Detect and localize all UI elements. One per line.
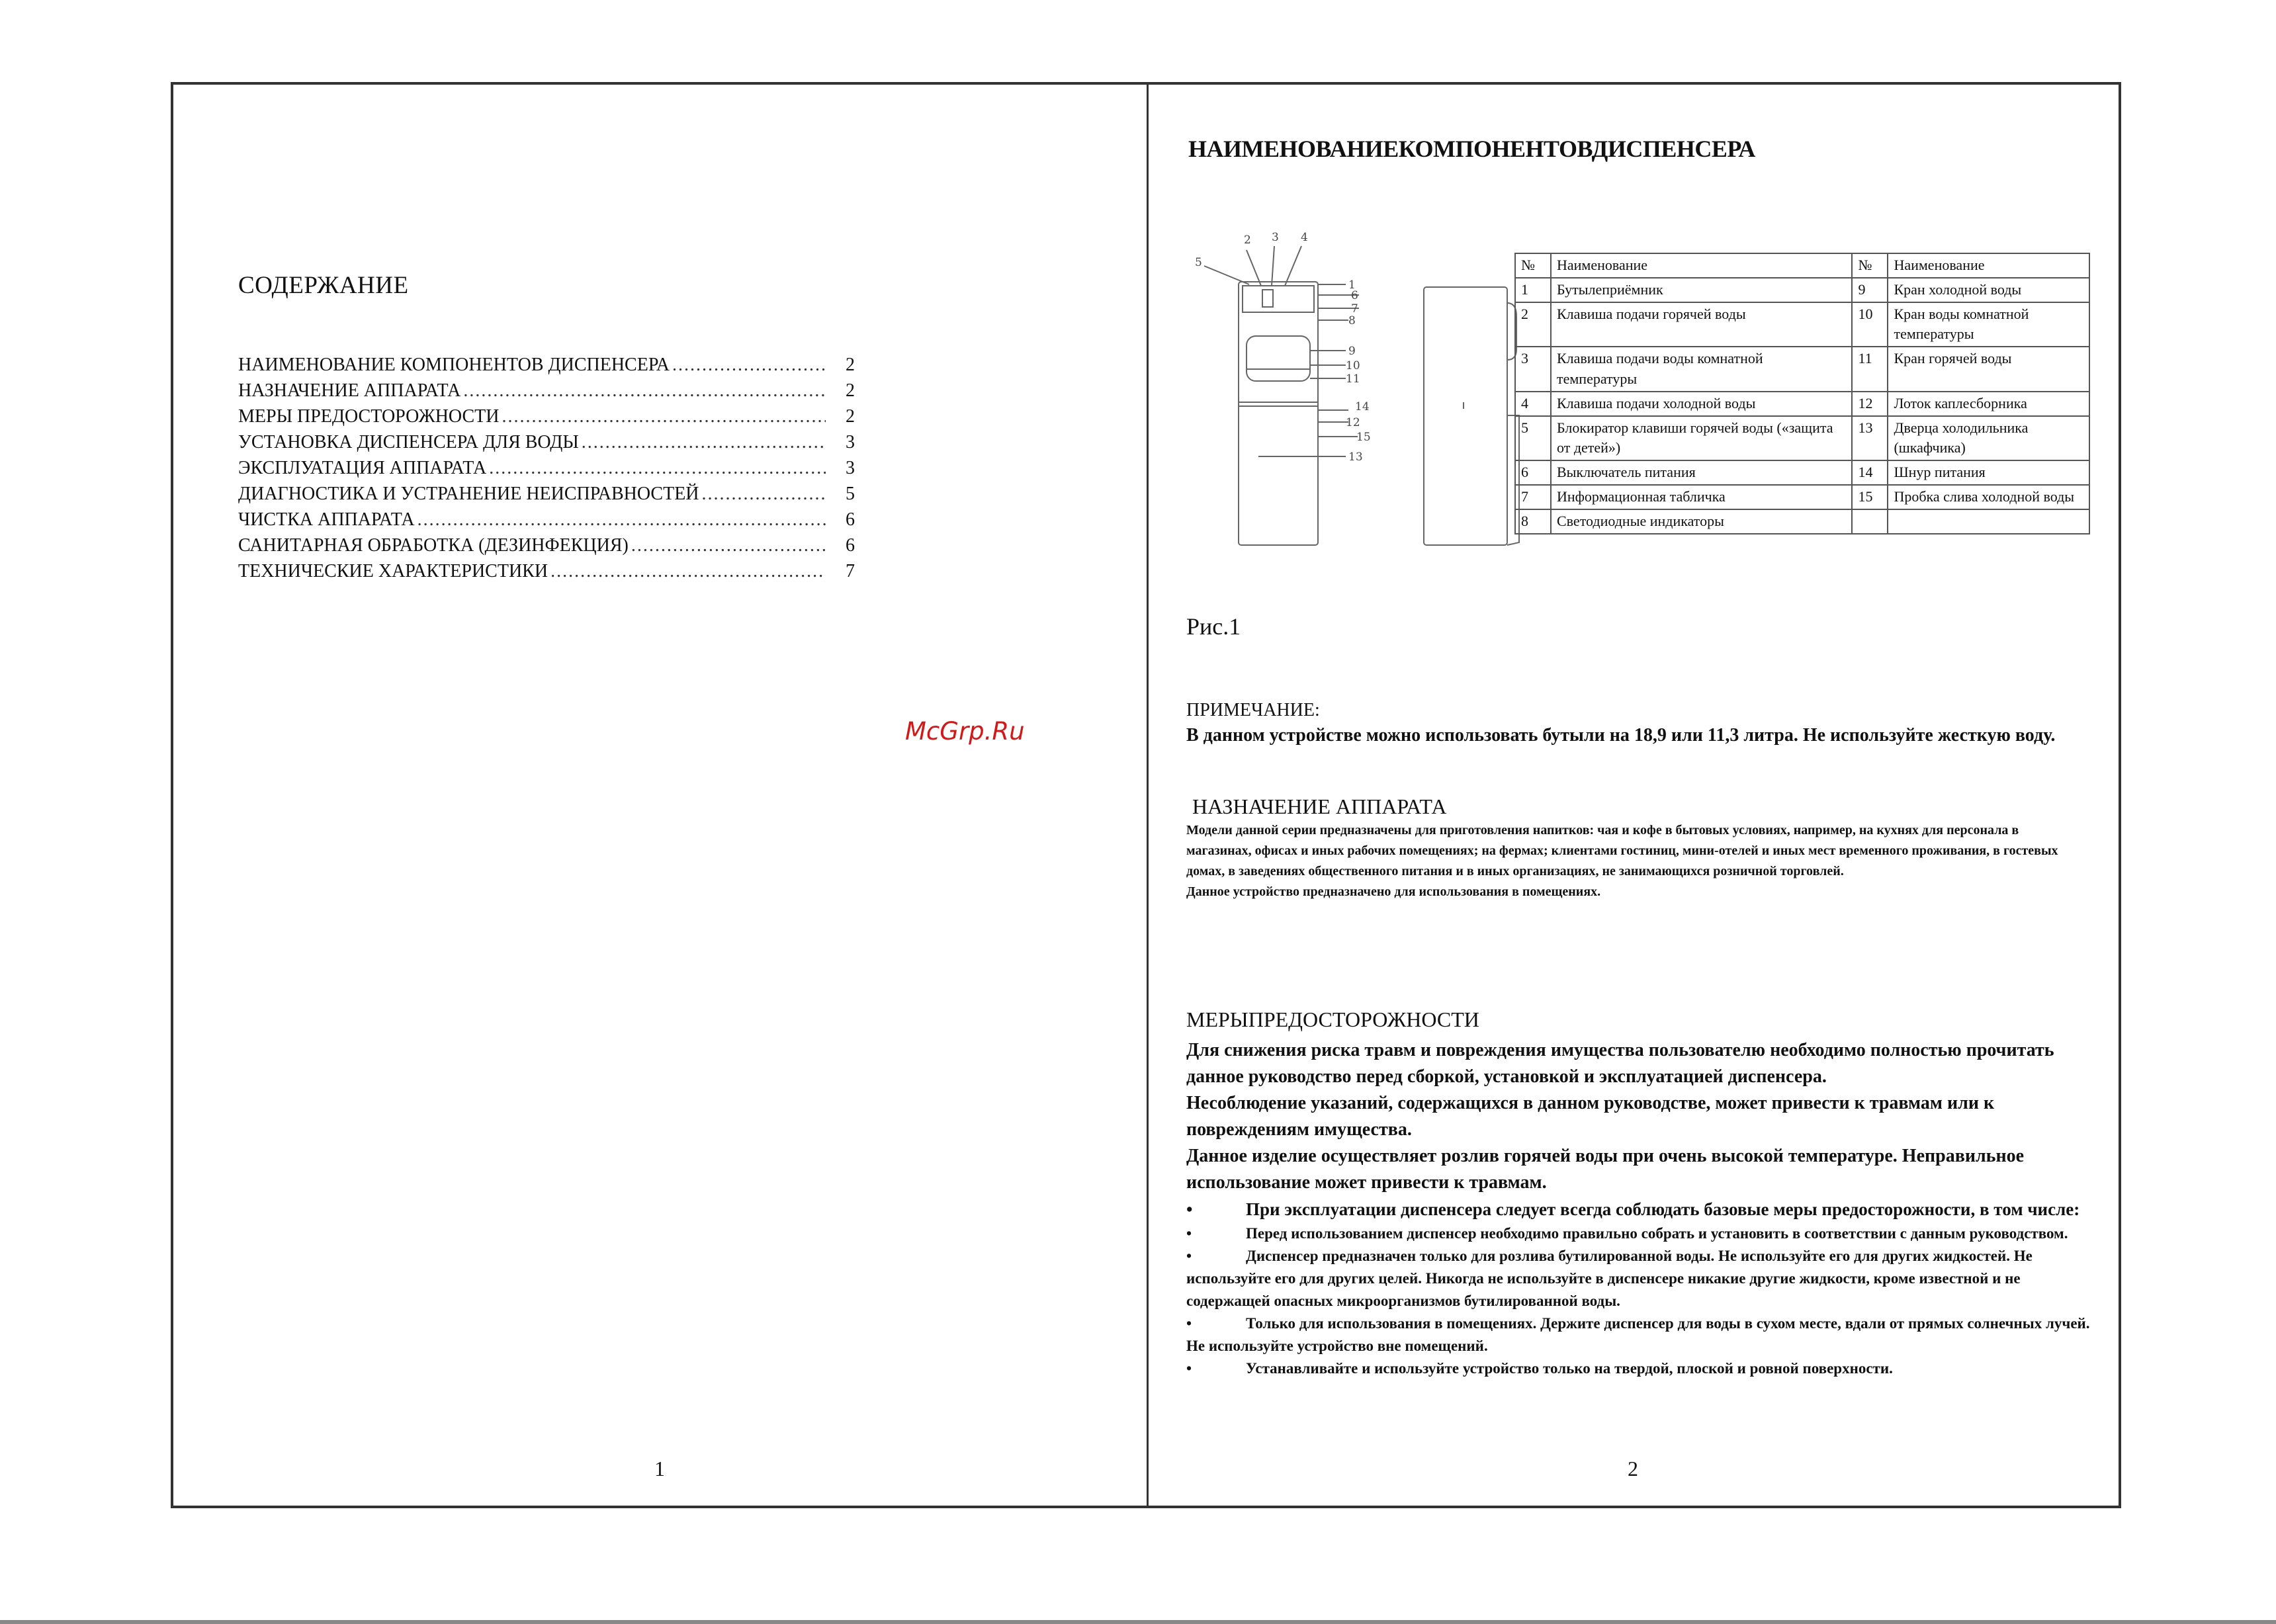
toc-entry[interactable] xyxy=(238,458,855,484)
toc-entry[interactable] xyxy=(238,561,855,587)
toc-entry[interactable] xyxy=(238,406,855,432)
safety-bullet xyxy=(1186,1312,2099,1357)
toc-entry-page: 3 xyxy=(846,458,855,478)
safety-bullet xyxy=(1186,1357,2099,1380)
table-cell: 3 xyxy=(1515,347,1551,392)
table-cell: 1 xyxy=(1515,278,1551,302)
table-cell: Шнур питания xyxy=(1888,460,2089,485)
table-cell: Информационная табличка xyxy=(1551,485,1852,509)
figure-label: 1 xyxy=(1348,278,1356,292)
table-cell: Лоток каплесборника xyxy=(1888,392,2089,416)
page-number-left: 1 xyxy=(654,1457,665,1480)
toc-leader xyxy=(582,432,826,453)
toc-entry-title: ЧИСТКА АППАРАТА xyxy=(238,509,415,530)
safety-paragraph: Для снижения риска травм и повреждения имущества пользователю необходимо полностью прочитать данное руководство перед сборкой, установкой и эксплуатацией диспенсера. xyxy=(1186,1040,2054,1087)
bullet-text: При эксплуатации диспенсера следует всегда соблюдать базовые меры предосторожности, в том числе: xyxy=(1246,1199,2080,1219)
table-cell: Кран горячей воды xyxy=(1888,347,2089,392)
toc-entry-page: 7 xyxy=(846,561,855,581)
bottom-scroll-bar xyxy=(0,1620,2276,1624)
purpose-section xyxy=(1186,820,2086,902)
table-row xyxy=(1515,416,2089,461)
table-cell: Клавиша подачи воды комнатной температуры xyxy=(1551,347,1852,392)
toc-leader xyxy=(702,484,826,505)
components-table xyxy=(1514,253,2090,534)
table-cell: 7 xyxy=(1515,485,1551,509)
table-row xyxy=(1515,302,2089,347)
table-header-cell: Наименование xyxy=(1888,253,2089,278)
figure-label: 12 xyxy=(1346,416,1360,429)
toc-entry-title: ТЕХНИЧЕСКИЕ ХАРАКТЕРИСТИКИ xyxy=(238,561,548,581)
table-row xyxy=(1515,278,2089,302)
table-row xyxy=(1515,460,2089,485)
table-row xyxy=(1515,392,2089,416)
toc-entry-title: ДИАГНОСТИКА И УСТРАНЕНИЕ НЕИСПРАВНОСТЕЙ xyxy=(238,484,699,504)
bullet-marker: • xyxy=(1186,1360,1192,1377)
toc-entry[interactable] xyxy=(238,355,855,380)
table-cell: 9 xyxy=(1852,278,1888,302)
table-header-cell: № xyxy=(1515,253,1551,278)
table-cell xyxy=(1888,509,2089,534)
table-header-cell: Наименование xyxy=(1551,253,1852,278)
figure-label: 7 xyxy=(1351,302,1358,316)
toc-entry-page: 6 xyxy=(846,509,855,530)
figure-label: 11 xyxy=(1346,372,1360,386)
safety-paragraph: Несоблюдение указаний, содержащихся в данном руководстве, может привести к травмам или к повреждениям имущества. xyxy=(1186,1093,1995,1140)
table-cell: 6 xyxy=(1515,460,1551,485)
safety-bullet xyxy=(1186,1222,2099,1245)
figure-label: 5 xyxy=(1195,256,1202,269)
toc-entry[interactable] xyxy=(238,509,855,535)
table-cell: Пробка слива холодной воды xyxy=(1888,485,2089,509)
table-row xyxy=(1515,347,2089,392)
table-of-contents xyxy=(238,355,855,587)
table-cell: Светодиодные индикаторы xyxy=(1551,509,1852,534)
toc-leader xyxy=(417,509,826,531)
table-cell: Клавиша подачи холодной воды xyxy=(1551,392,1852,416)
bullet-marker: • xyxy=(1186,1225,1192,1242)
table-cell: 4 xyxy=(1515,392,1551,416)
toc-leader xyxy=(550,561,826,582)
toc-entry[interactable] xyxy=(238,380,855,406)
table-cell: Клавиша подачи горячей воды xyxy=(1551,302,1852,347)
safety-bullet xyxy=(1186,1196,2099,1222)
bullet-marker: • xyxy=(1186,1248,1192,1264)
note-heading: ПРИМЕЧАНИЕ: xyxy=(1186,700,1320,720)
toc-entry-title: УСТАНОВКА ДИСПЕНСЕРА ДЛЯ ВОДЫ xyxy=(238,432,579,452)
safety-section xyxy=(1186,1037,2099,1380)
table-header-row xyxy=(1515,253,2089,278)
toc-entry-title: НАИМЕНОВАНИЕ КОМПОНЕНТОВ ДИСПЕНСЕРА xyxy=(238,355,670,375)
bullet-marker: • xyxy=(1186,1315,1192,1332)
toc-entry-page: 2 xyxy=(846,355,855,375)
figure-label: 6 xyxy=(1351,289,1358,302)
note-text: В данном устройстве можно использовать бутыли на 18,9 или 11,3 литра. Не используйте жесткую воду. xyxy=(1186,725,2056,746)
table-cell xyxy=(1852,509,1888,534)
safety-heading: МЕРЫПРЕДОСТОРОЖНОСТИ xyxy=(1186,1007,1479,1031)
figure-label: 2 xyxy=(1244,234,1251,247)
figure-label: 13 xyxy=(1348,450,1363,464)
toc-entry-title: НАЗНАЧЕНИЕ АППАРАТА xyxy=(238,380,461,401)
toc-leader xyxy=(631,535,826,556)
table-cell: 2 xyxy=(1515,302,1551,347)
dispenser-figure xyxy=(1192,204,1536,640)
table-cell: 15 xyxy=(1852,485,1888,509)
table-cell: 14 xyxy=(1852,460,1888,485)
table-cell: 12 xyxy=(1852,392,1888,416)
table-cell: 13 xyxy=(1852,416,1888,461)
safety-paragraph: Данное изделие осуществляет розлив горячей воды при очень высокой температуре. Неправильное использование может привести к травмам. xyxy=(1186,1146,2025,1193)
bullet-text: Только для использования в помещениях. Держите диспенсер для воды в сухом месте, вдали от прямых солнечных лучей. Не используйте устройство вне помещений. xyxy=(1186,1315,2090,1354)
figure-label: 15 xyxy=(1356,431,1371,444)
toc-entry-title: САНИТАРНАЯ ОБРАБОТКА (ДЕЗИНФЕКЦИЯ) xyxy=(238,535,629,556)
purpose-text-2: Данное устройство предназначено для использования в помещениях. xyxy=(1186,884,1601,899)
purpose-text: Модели данной серии предназначены для приготовления напитков: чая и кофе в бытовых условиях, например, на кухнях для персонала в магазинах, офисах и иных рабочих помещениях; на фермах; клиентами гостиниц, мини-отелей и иных мест временного проживания, в гостевых домах, в заведениях общественного питания и в иных организациях, не занимающихся розничной торговлей. xyxy=(1186,823,2058,878)
figure-caption: Рис.1 xyxy=(1186,613,1241,640)
toc-leader xyxy=(489,458,826,479)
table-header-cell: № xyxy=(1852,253,1888,278)
bullet-text: Перед использованием диспенсер необходимо правильно собрать и установить в соответствии с данным руководством. xyxy=(1246,1225,2068,1242)
figure-label: 9 xyxy=(1348,345,1356,358)
table-row xyxy=(1515,485,2089,509)
toc-entry-page: 3 xyxy=(846,432,855,452)
bullet-text: Диспенсер предназначен только для розлива бутилированной воды. Не используйте его для других жидкостей. Не используйте его для других целей. Никогда не используйте в диспенсере никакие другие жидкости, кроме известной и не содержащей опасных микроорганизмов бутилированной воды. xyxy=(1186,1248,2033,1309)
toc-leader xyxy=(672,355,826,376)
page-number-right: 2 xyxy=(1628,1457,1638,1480)
table-cell: 10 xyxy=(1852,302,1888,347)
figure-label: 14 xyxy=(1355,400,1370,413)
table-cell: Кран холодной воды xyxy=(1888,278,2089,302)
figure-label: 8 xyxy=(1348,314,1356,327)
table-cell: Выключатель питания xyxy=(1551,460,1852,485)
toc-leader xyxy=(463,380,826,402)
toc-entry-title: ЭКСПЛУАТАЦИЯ АППАРАТА xyxy=(238,458,487,478)
bullet-text: Устанавливайте и используйте устройство только на твердой, плоской и ровной поверхности. xyxy=(1246,1360,1893,1377)
table-cell: Кран воды комнатной температуры xyxy=(1888,302,2089,347)
toc-entry-page: 2 xyxy=(846,406,855,427)
table-cell: 8 xyxy=(1515,509,1551,534)
figure-label: 4 xyxy=(1301,231,1308,244)
components-title: НАИМЕНОВАНИЕКОМПОНЕНТОВДИСПЕНСЕРА xyxy=(1188,136,1755,162)
toc-entry-page: 6 xyxy=(846,535,855,556)
toc-entry[interactable] xyxy=(238,432,855,458)
figure-label: 10 xyxy=(1346,359,1360,372)
page-divider xyxy=(1147,85,1149,1506)
figure-label: 3 xyxy=(1272,231,1279,244)
toc-entry-page: 5 xyxy=(846,484,855,504)
table-cell: Бутылеприёмник xyxy=(1551,278,1852,302)
table-cell: Блокиратор клавиши горячей воды («защита от детей») xyxy=(1551,416,1852,461)
toc-entry[interactable] xyxy=(238,535,855,561)
table-cell: 11 xyxy=(1852,347,1888,392)
safety-bullet xyxy=(1186,1245,2099,1312)
toc-entry-page: 2 xyxy=(846,380,855,401)
toc-entry[interactable] xyxy=(238,484,855,509)
document-spread xyxy=(171,82,2121,1508)
table-cell: 5 xyxy=(1515,416,1551,461)
bullet-marker: • xyxy=(1186,1199,1193,1219)
toc-leader xyxy=(502,406,826,427)
table-row xyxy=(1515,509,2089,534)
watermark-text: McGrp.Ru xyxy=(905,717,1025,746)
table-cell: Дверца холодильника (шкафчика) xyxy=(1888,416,2089,461)
toc-heading: СОДЕРЖАНИЕ xyxy=(238,272,409,299)
purpose-heading: НАЗНАЧЕНИЕ АППАРАТА xyxy=(1192,794,1447,818)
toc-entry-title: МЕРЫ ПРЕДОСТОРОЖНОСТИ xyxy=(238,406,500,427)
